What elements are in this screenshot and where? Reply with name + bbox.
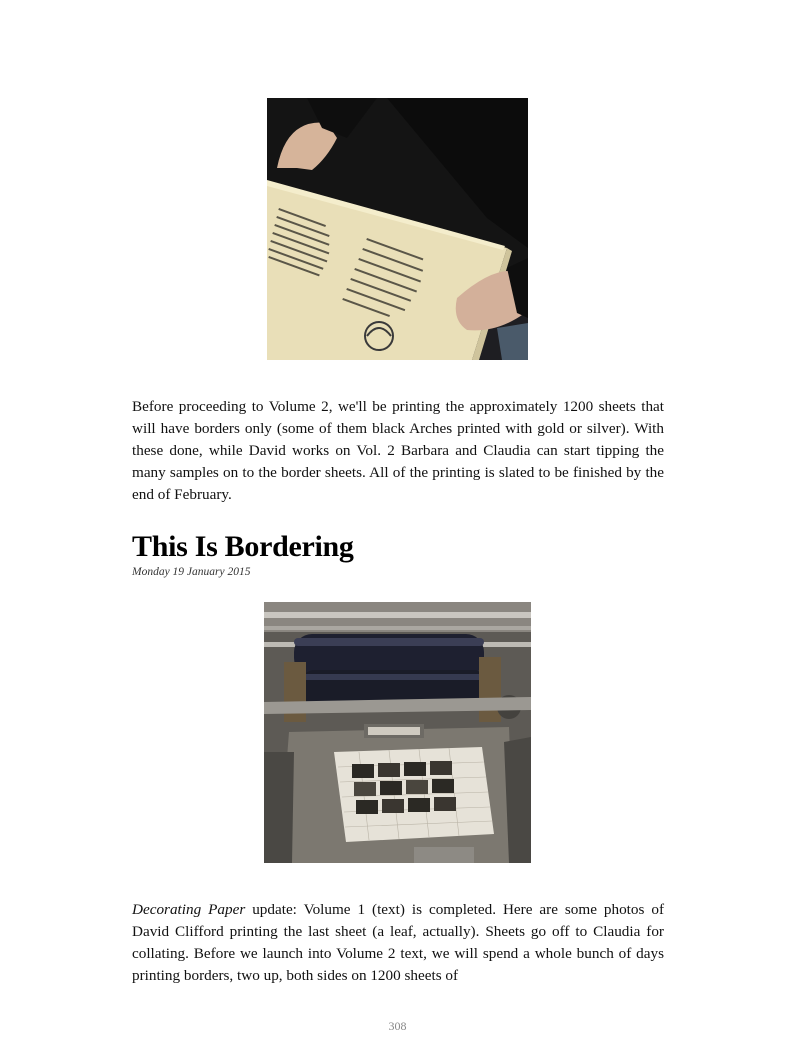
intro-paragraph: Before proceeding to Volume 2, we'll be printing the approximately 1200 sheets that will have borders only (some of them black Arches printed with gold or silver). With these done, while David works on Vol. 2 Barbara and Claudia can start tipping the many samples on to the border sheets. All of the printing is slated to be finished by the end of February. — [132, 398, 664, 503]
update-text: update: Volume 1 (text) is completed. Here are some photos of David Clifford printing the last sheet (a leaf, actually). Sheets go off to Claudia for collating. Before we launch into Volume 2 text, we will spend a whole bunch of days printing borders, two up, both sides on 1200 sheets of — [132, 901, 665, 984]
book-title: Decorating Paper — [132, 901, 246, 918]
letterpress-photo — [264, 602, 531, 863]
letterpress-border-photo-icon — [264, 602, 531, 863]
post-date: Monday 19 January 2015 — [132, 566, 251, 578]
printed-sheets-photo-icon — [267, 98, 528, 360]
printed-sheets-photo — [267, 98, 528, 360]
update-paragraph — [132, 899, 664, 987]
page-number: 308 — [388, 1019, 407, 1033]
post-title: This Is Bordering — [132, 530, 354, 563]
